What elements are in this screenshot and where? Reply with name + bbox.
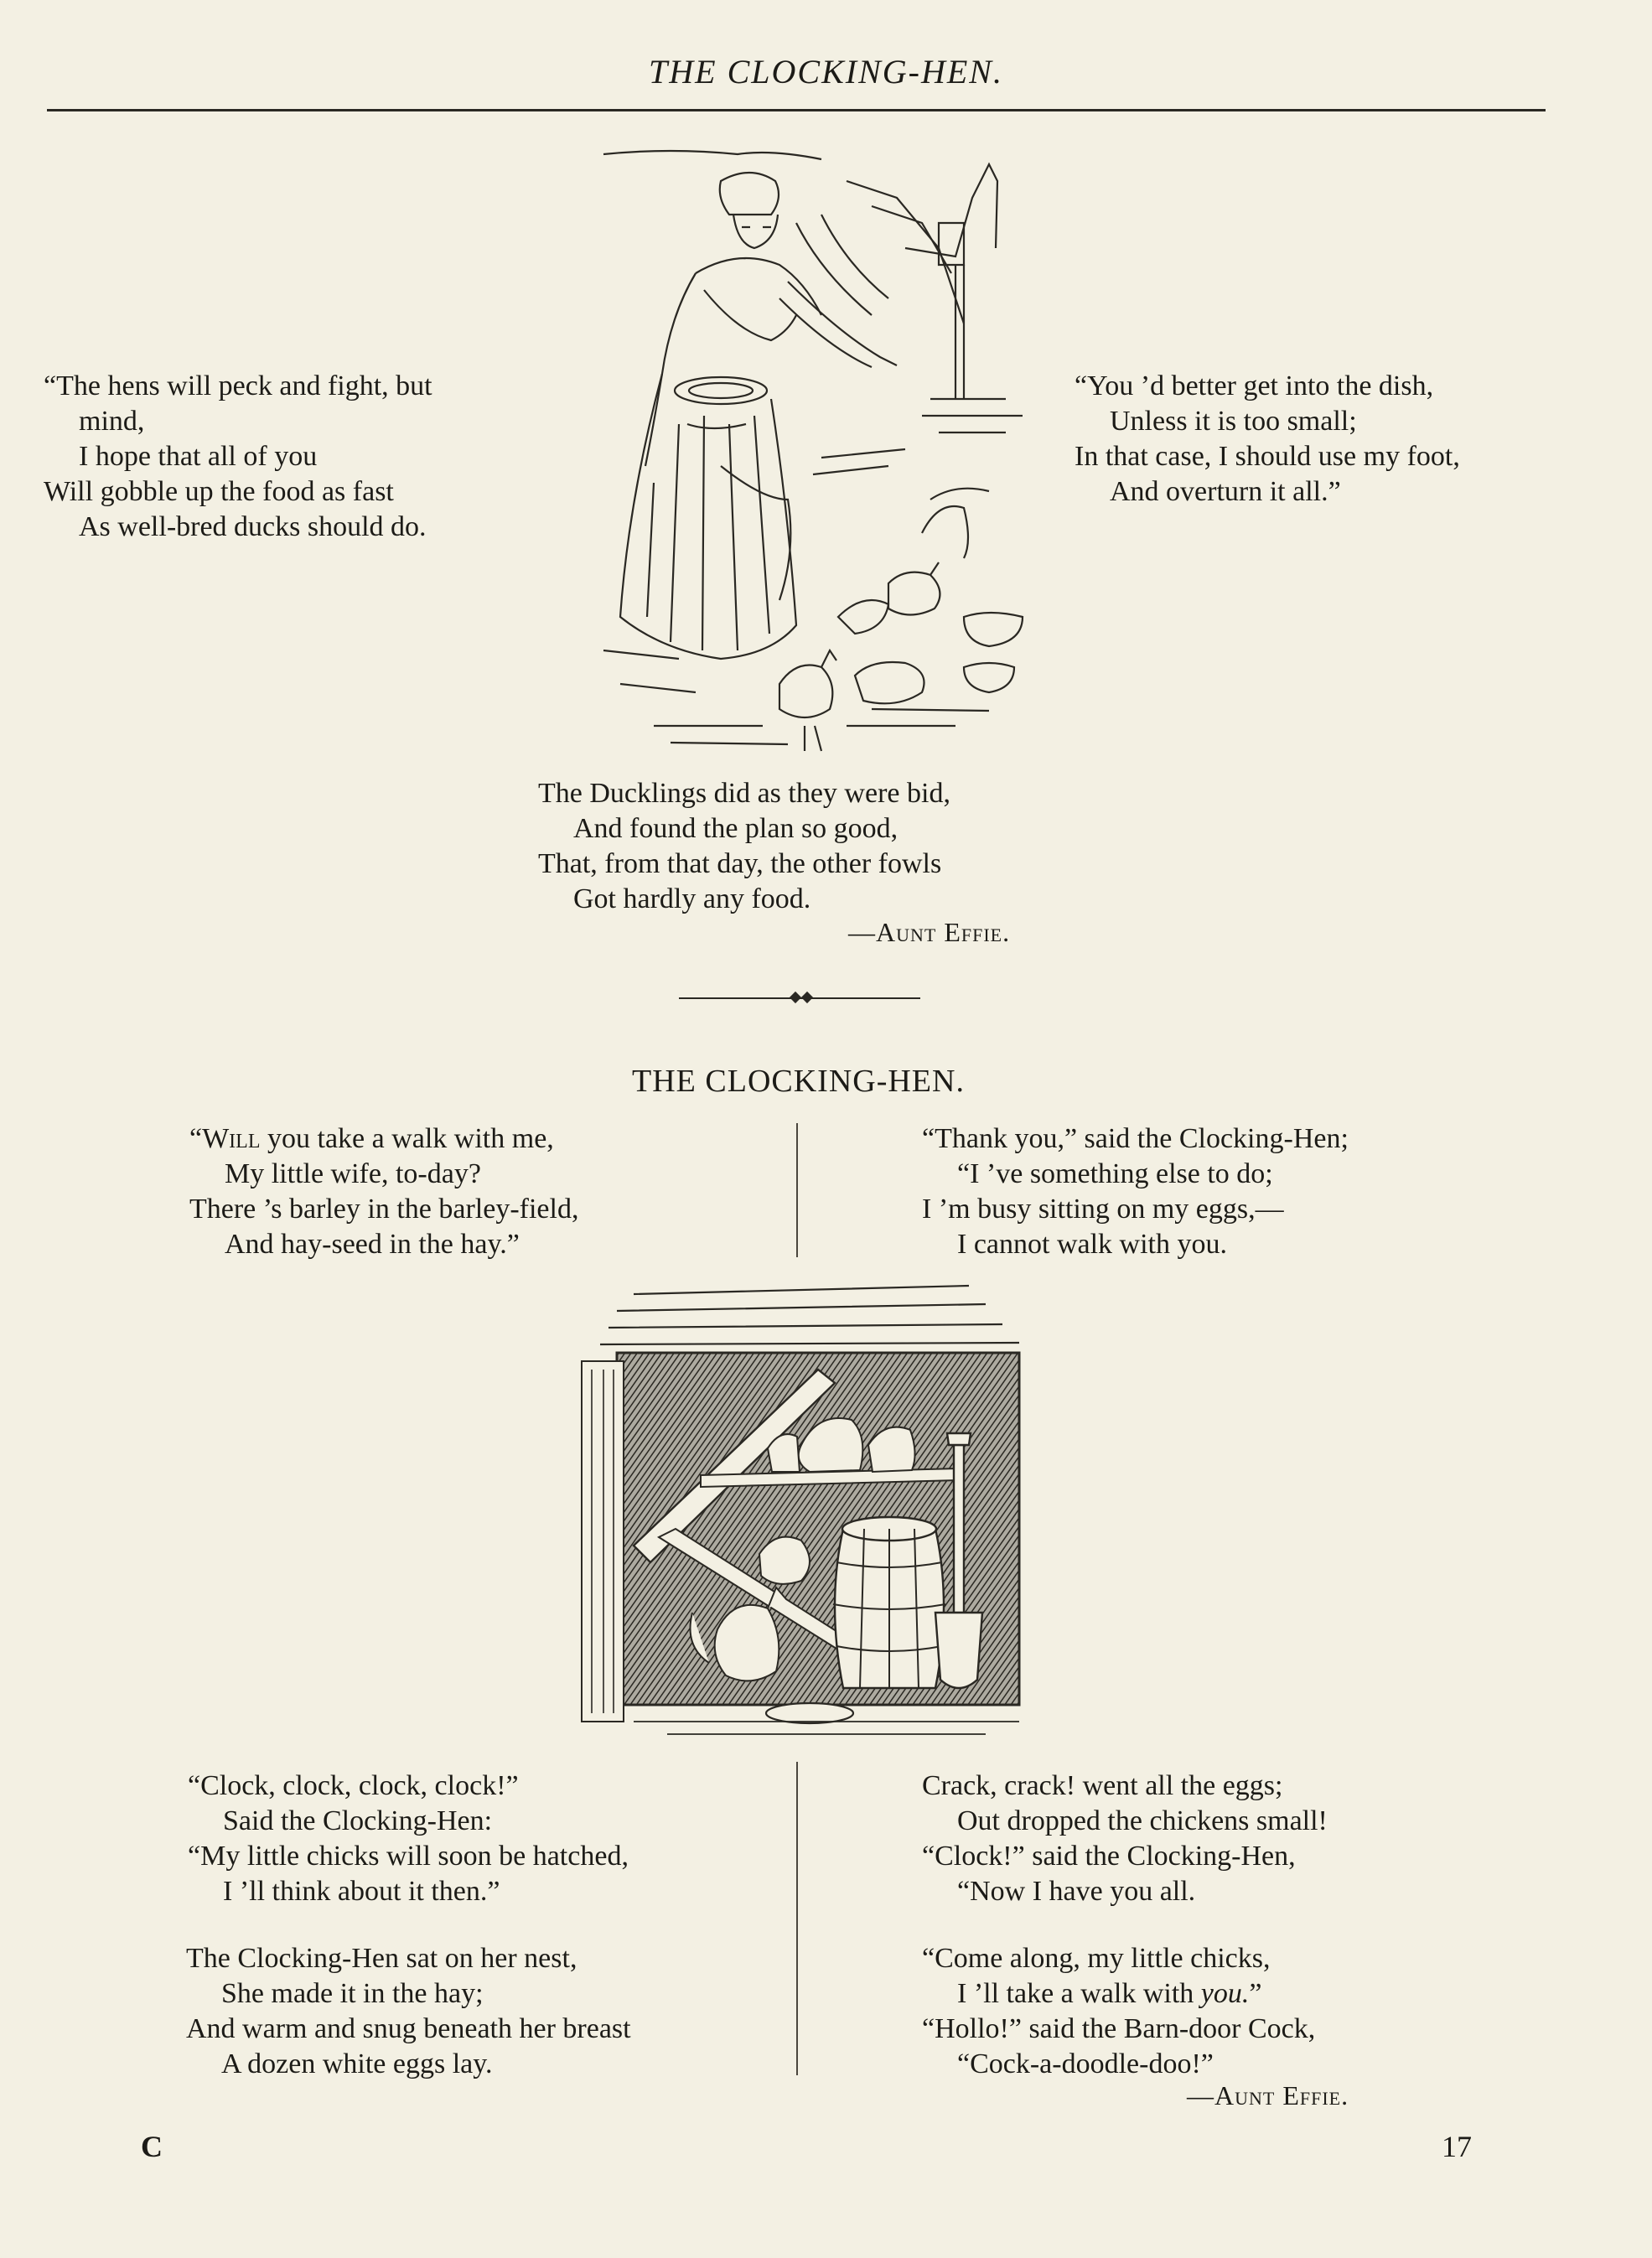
head-rule	[47, 109, 1546, 111]
poem-line: And hay-seed in the hay.”	[225, 1229, 520, 1260]
emphasis: you.	[1200, 1978, 1250, 2009]
clocking-hen-stanza-4	[186, 1941, 631, 2082]
poem-line: “Hollo!” said the Barn-door Cock,	[922, 2013, 1316, 2044]
clocking-hen-stanza-6	[922, 1941, 1315, 2082]
running-head: THE CLOCKING-HEN.	[649, 53, 1003, 91]
poem-line: “You ’d better get into the dish,	[1075, 370, 1434, 401]
poem-line: She made it in the hay;	[221, 1978, 484, 2009]
drop-word: Will	[202, 1123, 261, 1154]
poem-line: “Thank you,” said the Clocking-Hen;	[922, 1123, 1349, 1154]
poem-line: I ’ll take a walk with you.”	[957, 1978, 1262, 2009]
poem-line: Got hardly any food.	[573, 883, 811, 914]
poem-line: I cannot walk with you.	[957, 1229, 1227, 1260]
poem-line: That, from that day, the other fowls	[538, 848, 942, 879]
poem-line: Crack, crack! went all the eggs;	[922, 1770, 1283, 1801]
poem-line: “Now I have you all.	[957, 1876, 1196, 1907]
clocking-hen-stanza-2	[922, 1121, 1349, 1262]
clocking-hen-stanza-3	[188, 1769, 629, 1909]
section-divider	[679, 992, 920, 1004]
ducks-right-stanza	[1075, 369, 1460, 510]
poem-line: I hope that all of you	[79, 441, 318, 472]
poem-line: mind,	[79, 406, 145, 437]
ducks-attribution: —Aunt Effie.	[848, 917, 1011, 947]
page-number: 17	[1442, 2130, 1472, 2163]
poem-line: There ’s barley in the barley-field,	[189, 1194, 579, 1225]
poem-line: Out dropped the chickens small!	[957, 1805, 1328, 1836]
hen-house-illustration	[567, 1277, 1053, 1747]
poem-line: “My little chicks will soon be hatched,	[188, 1841, 629, 1872]
poem-line: A dozen white eggs lay.	[221, 2048, 493, 2079]
poem-line: And overturn it all.”	[1110, 476, 1341, 507]
poem-line: “Clock!” said the Clocking-Hen,	[922, 1841, 1296, 1872]
column-rule	[796, 1123, 798, 1257]
ducks-final-stanza	[538, 776, 950, 917]
poem-title: THE CLOCKING-HEN.	[632, 1064, 965, 1099]
poem-line: Said the Clocking-Hen:	[223, 1805, 493, 1836]
poem-line: “Will you take a walk with me,	[189, 1123, 554, 1154]
poem-line: “Come along, my little chicks,	[922, 1943, 1271, 1974]
clocking-hen-stanza-1	[189, 1121, 578, 1262]
poem-line: The Clocking-Hen sat on her nest,	[186, 1943, 577, 1974]
clocking-hen-attribution: —Aunt Effie.	[1187, 2080, 1349, 2110]
clocking-hen-stanza-5	[922, 1769, 1328, 1909]
poem-line: “Cock-a-doodle-doo!”	[957, 2048, 1214, 2079]
poem-line: “The hens will peck and fight, but	[44, 370, 432, 401]
poem-line: “I ’ve something else to do;	[957, 1158, 1273, 1189]
poem-line: My little wife, to-day?	[225, 1158, 481, 1189]
maid-feeding-ducks-illustration	[570, 148, 1039, 768]
poem-line: I ’m busy sitting on my eggs,—	[922, 1194, 1284, 1225]
poem-line: As well-bred ducks should do.	[79, 511, 427, 542]
poem-line: And warm and snug beneath her breast	[186, 2013, 631, 2044]
column-rule	[796, 1762, 798, 2075]
poem-line: And found the plan so good,	[573, 813, 899, 844]
poem-line: Unless it is too small;	[1110, 406, 1357, 437]
poem-line: I ’ll think about it then.”	[223, 1876, 500, 1907]
signature-mark: C	[141, 2130, 163, 2163]
poem-line: The Ducklings did as they were bid,	[538, 778, 950, 809]
poem-line: Will gobble up the food as fast	[44, 476, 394, 507]
poem-line: In that case, I should use my foot,	[1075, 441, 1460, 472]
poem-line: “Clock, clock, clock, clock!”	[188, 1770, 519, 1801]
ducks-left-stanza	[44, 369, 432, 545]
